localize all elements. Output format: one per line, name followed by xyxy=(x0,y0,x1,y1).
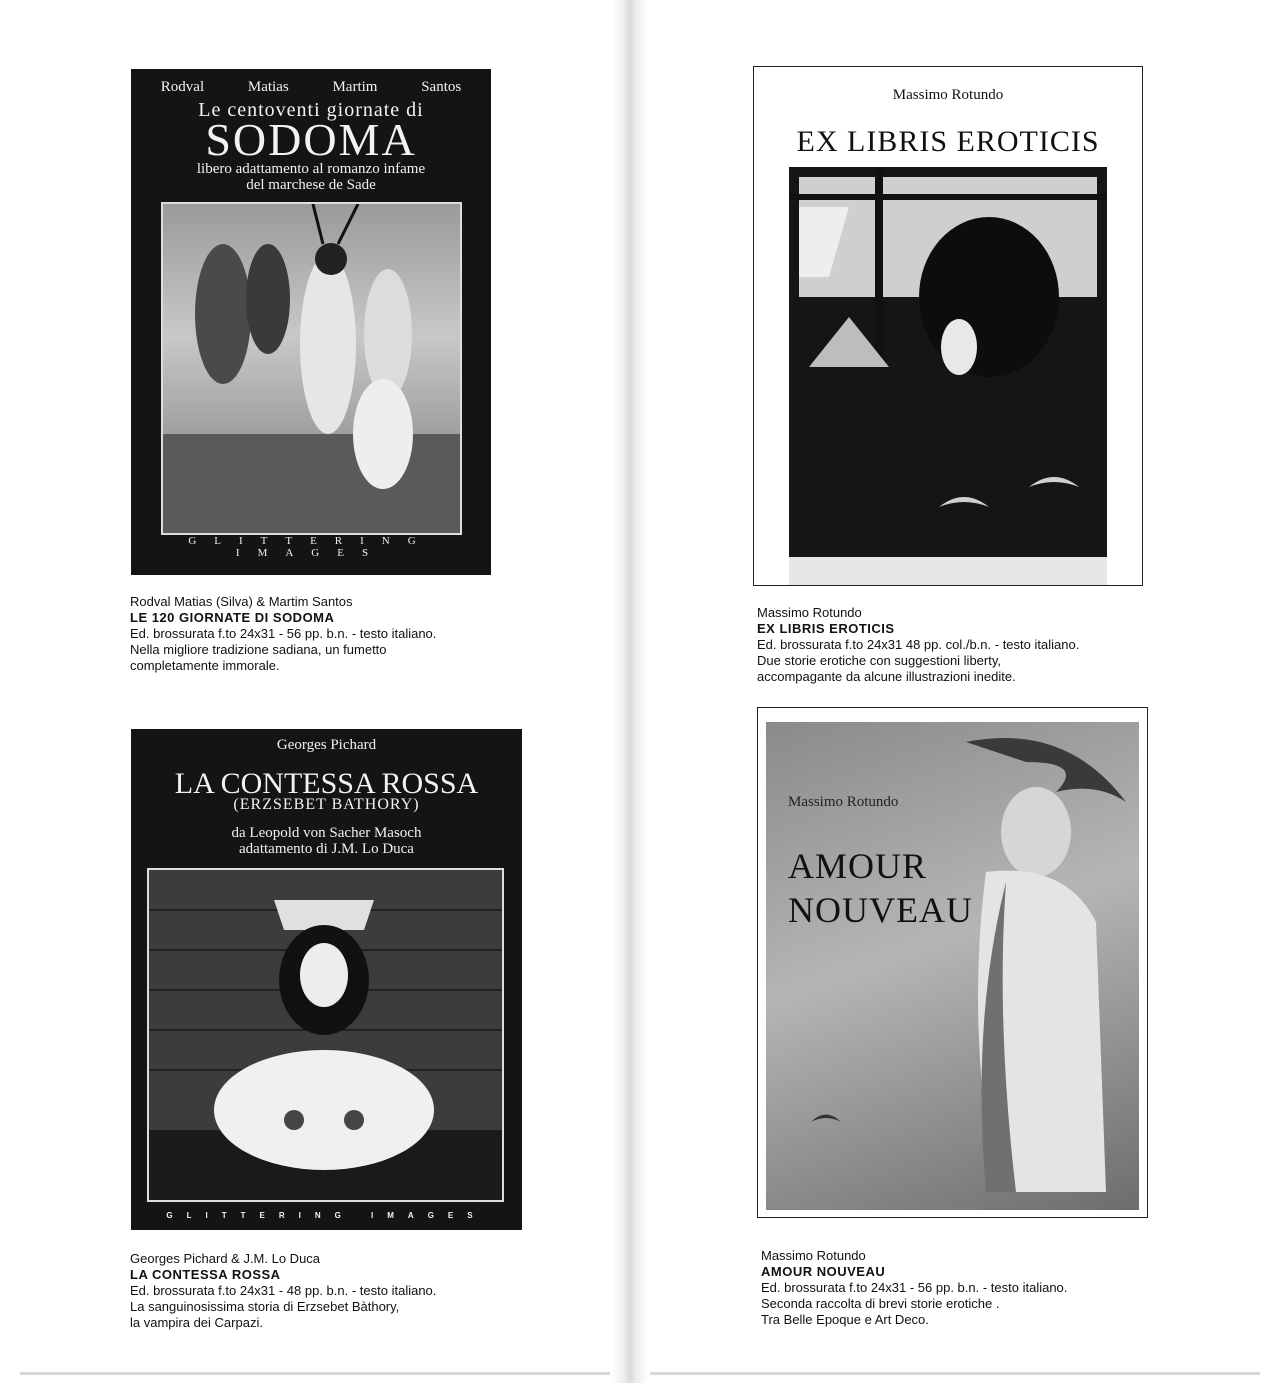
cover-illustration xyxy=(161,202,462,535)
cover-la-contessa-rossa xyxy=(131,729,522,1230)
cover-publisher: GLITTERING IMAGES xyxy=(188,535,434,559)
cover-subtitle-line: del marchese de Sade xyxy=(246,177,376,193)
cover-illustration xyxy=(147,868,504,1202)
caption-author: Massimo Rotundo xyxy=(757,605,862,620)
cover-sodoma xyxy=(131,69,491,575)
caption-title: LA CONTESSA ROSSA xyxy=(130,1267,281,1282)
caption-format: Ed. brossurata f.to 24x31 - 48 pp. b.n. - testo italiano. xyxy=(130,1283,437,1298)
cover-pretitle: Le centoventi giornate di xyxy=(198,99,424,121)
illustration-figures xyxy=(789,167,1107,585)
caption-description: Tra Belle Epoque e Art Deco. xyxy=(761,1312,929,1327)
cover-author: Massimo Rotundo xyxy=(788,794,899,810)
caption-description: La sanguinosissima storia di Erzsebet Bàthory, xyxy=(130,1299,400,1314)
caption-format: Ed. brossurata f.to 24x31 - 56 pp. b.n. - testo italiano. xyxy=(761,1280,1068,1295)
cover-amour-nouveau xyxy=(757,707,1148,1218)
cover-illustration xyxy=(789,167,1107,585)
caption-amour-nouveau xyxy=(761,1248,1067,1328)
caption-description: la vampira dei Carpazi. xyxy=(130,1315,263,1330)
page-edge-left xyxy=(20,1372,610,1375)
caption-description: completamente immorale. xyxy=(130,658,280,673)
caption-title: EX LIBRIS EROTICIS xyxy=(757,621,895,636)
illustration-figures xyxy=(163,204,460,533)
book-gutter xyxy=(612,0,648,1383)
caption-format: Ed. brossurata f.to 24x31 - 56 pp. b.n. - testo italiano. xyxy=(130,626,437,641)
cover-title: SODOMA xyxy=(205,114,417,165)
cover-title-line: AMOUR xyxy=(788,846,928,886)
cover-title-line: NOUVEAU xyxy=(788,890,973,930)
caption-description: Nella migliore tradizione sadiana, un fumetto xyxy=(130,642,387,657)
cover-authors: Rodval Matias Martim Santos xyxy=(160,79,462,95)
illustration-figures xyxy=(149,870,502,1200)
cover-subtitle-line: libero adattamento al romanzo infame xyxy=(196,161,426,177)
caption-sodoma xyxy=(130,594,436,674)
caption-la-contessa-rossa xyxy=(130,1251,436,1331)
cover-title: LA CONTESSA ROSSA xyxy=(174,767,479,800)
cover-subtitle-line: adattamento di J.M. Lo Duca xyxy=(239,841,414,857)
cover-title: EX LIBRIS EROTICIS xyxy=(796,125,1100,158)
caption-description: Due storie erotiche con suggestioni liberty, xyxy=(757,653,1001,668)
caption-author: Massimo Rotundo xyxy=(761,1248,866,1263)
caption-format: Ed. brossurata f.to 24x31 48 pp. col./b.n. - testo italiano. xyxy=(757,637,1080,652)
caption-description: accompagante da alcune illustrazioni inedite. xyxy=(757,669,1016,684)
cover-ex-libris-eroticis xyxy=(753,66,1143,586)
caption-ex-libris-eroticis xyxy=(757,605,1079,685)
cover-title xyxy=(788,844,973,932)
cover-author: Massimo Rotundo xyxy=(892,87,1004,103)
cover-subtitle-name: (ERZSEBET BATHORY) xyxy=(233,796,420,813)
cover-subtitle xyxy=(171,161,451,193)
cover-author: Georges Pichard xyxy=(276,737,377,753)
cover-publisher: GLITTERING IMAGES xyxy=(166,1211,487,1220)
cover-subtitle-line: da Leopold von Sacher Masoch xyxy=(231,825,422,841)
caption-title: LE 120 GIORNATE DI SODOMA xyxy=(130,610,335,625)
caption-description: Seconda raccolta di brevi storie erotiche . xyxy=(761,1296,1000,1311)
cover-subtitle xyxy=(131,825,522,857)
page-edge-right xyxy=(650,1372,1260,1375)
caption-author: Georges Pichard & J.M. Lo Duca xyxy=(130,1251,321,1266)
caption-title: AMOUR NOUVEAU xyxy=(761,1264,886,1279)
caption-author: Rodval Matias (Silva) & Martim Santos xyxy=(130,594,353,609)
